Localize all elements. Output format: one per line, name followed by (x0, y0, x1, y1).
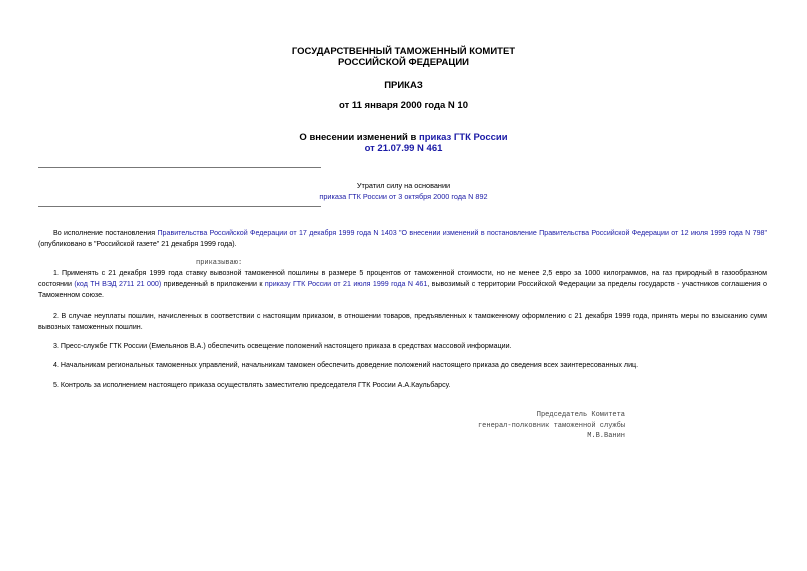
divider-bottom (38, 206, 321, 207)
signature-name: М.В.Ванин (587, 432, 625, 440)
item-3: 3. Пресс-службе ГТК России (Емельянов В.А.) обеспечить освещение положений настоящего приказа в средствах массовой информации. (53, 342, 512, 350)
item-1-text-b: приведенный в приложении к (161, 279, 265, 288)
item-5: 5. Контроль за исполнением настоящего приказа осуществлять заместителю председателя ГТК России А.А.Каульбарсу. (53, 381, 451, 389)
signature-rank: генерал-полковник таможенной службы (477, 421, 625, 430)
status-note-link[interactable]: приказа ГТК России от 3 октября 2000 года N 892 (319, 192, 488, 201)
item-1-text-a: 1. Применять с 21 декабря 1999 года ставку вывозной таможенной пошлины в размере 5 процентов от таможенной стоимости, но не менее 2,5 евро за 1000 килограммов, на газ природный в газообразном состоянии (38, 269, 767, 288)
doc-title-link-part2[interactable]: от 21.07.99 N 461 (364, 143, 443, 154)
divider-top (38, 167, 321, 168)
doc-title (0, 132, 807, 154)
item-1 (38, 268, 767, 300)
preamble-link[interactable]: Правительства Российской Федерации от 17 декабря 1999 года N 1403 "О внесении изменений в постановление Правительства Российской Федерации от 12 июля 1999 года N 798" (157, 229, 768, 237)
doc-title-prefix: О внесении изменений в (299, 132, 420, 143)
org-name-line1: ГОСУДАРСТВЕННЫЙ ТАМОЖЕННЫЙ КОМИТЕТ (291, 46, 516, 57)
org-name (0, 46, 807, 68)
doc-title-line1 (0, 132, 807, 143)
signature-block (460, 410, 625, 442)
status-note (0, 180, 807, 202)
item-1-hs-code-link[interactable]: (код ТН ВЭД 2711 21 000) (74, 279, 162, 288)
doc-title-link-part1[interactable]: приказ ГТК России (419, 132, 508, 143)
preamble-text-after: (опубликовано в "Российской газете" 21 декабря 1999 года). (38, 239, 237, 248)
doc-type: ПРИКАЗ (384, 80, 423, 91)
signature-title: Председатель Комитета (536, 411, 625, 419)
doc-date-number: от 11 января 2000 года N 10 (339, 100, 468, 111)
item-1-text-c: , вывозимый с территории Российской Федерации за пределы государств - участников соглашения о Таможенном союзе. (38, 279, 767, 299)
item-1-order-link[interactable]: приказу ГТК России от 21 июля 1999 года N 461 (264, 279, 428, 288)
org-name-line2: РОССИЙСКОЙ ФЕДЕРАЦИИ (337, 57, 469, 68)
preamble-text-before: Во исполнение постановления (53, 229, 158, 237)
order-word: приказываю: (196, 259, 243, 267)
preamble (38, 228, 767, 250)
item-2: 2. В случае неуплаты пошлин, начисленных в соответствии с настоящим приказом, в отношении товаров, предъявленных к таможенному оформлению с 21 декабря 1999 года, принять меры по взысканию сумм вывозных таможенных пошлин. (38, 312, 767, 331)
item-4: 4. Начальникам региональных таможенных управлений, начальникам таможен обеспечить доведение положений настоящего приказа до сведения всех заинтересованных лиц. (53, 361, 639, 369)
status-note-text: Утратил силу на основании (356, 181, 451, 190)
